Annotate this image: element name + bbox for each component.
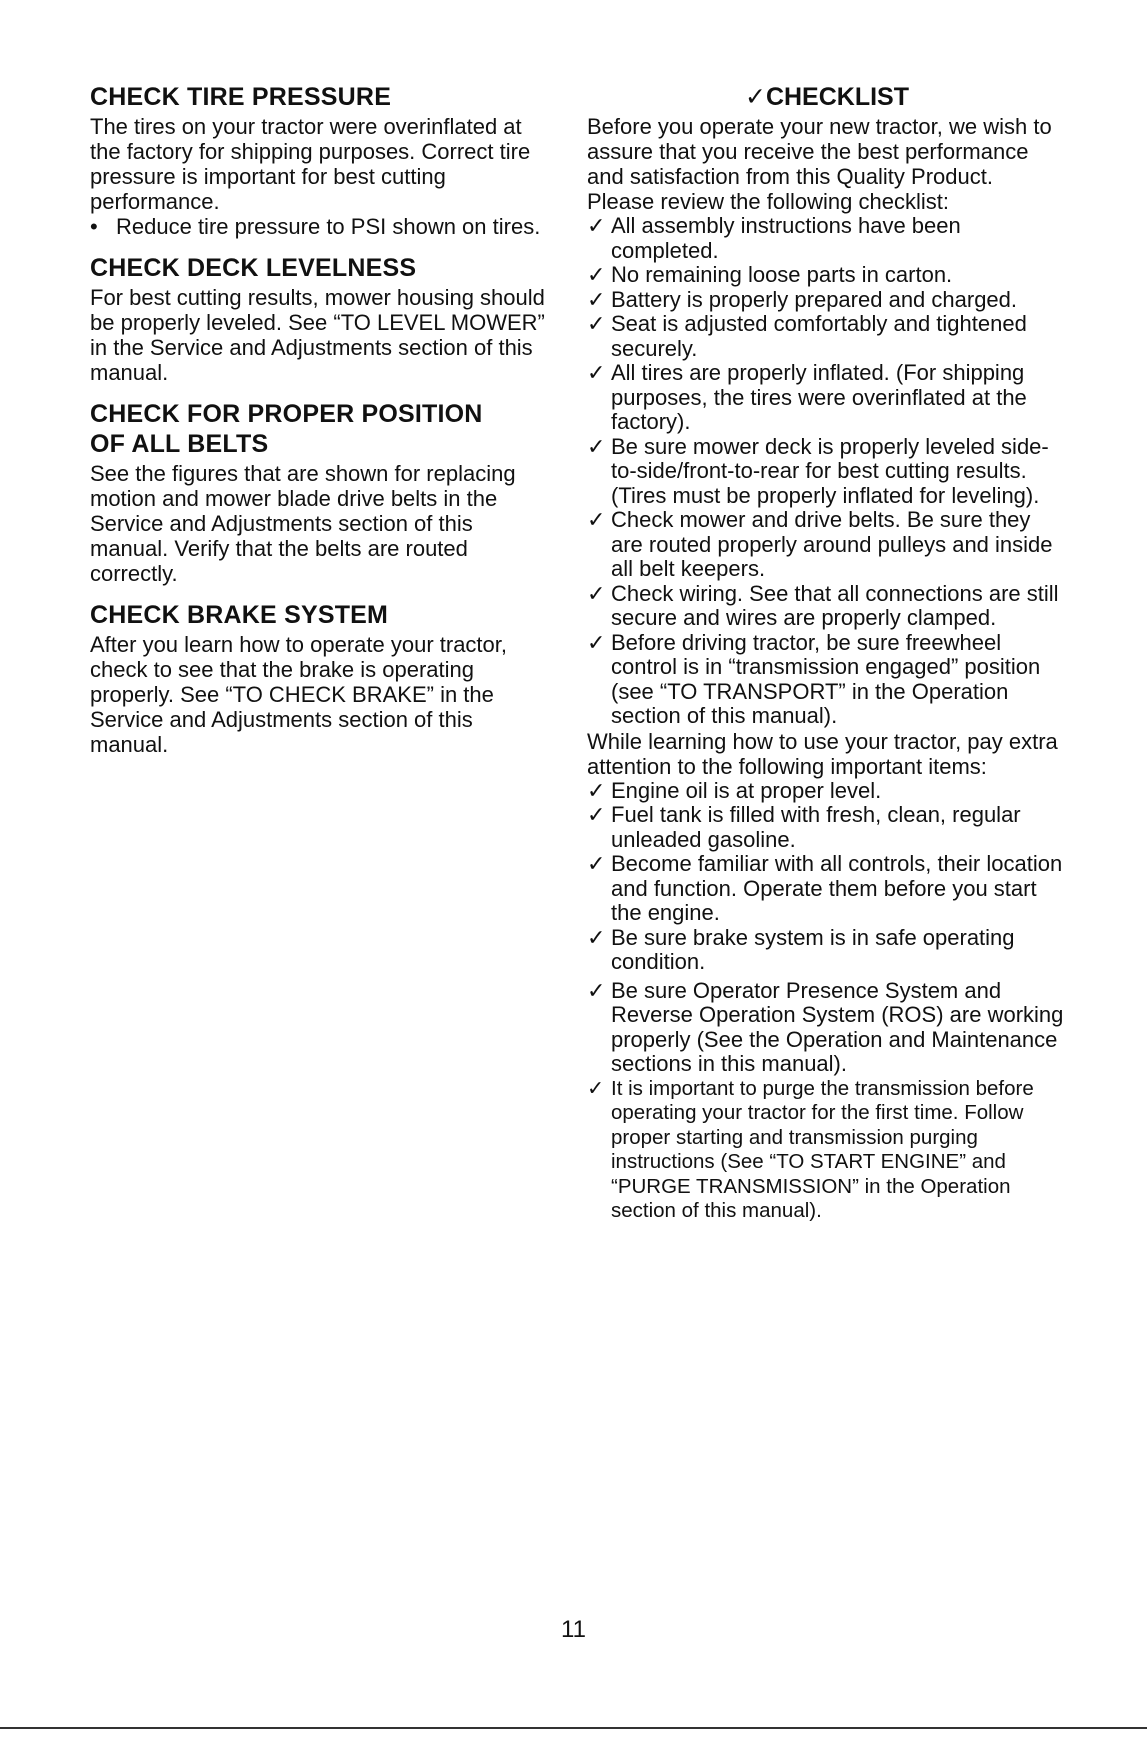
brake-system-body: After you learn how to operate your tractor, check to see that the brake is operating properly. See “TO CHECK BRAKE” in the Service and Adjustments section of this manual. bbox=[90, 632, 508, 757]
left-column bbox=[90, 82, 552, 771]
important-item-text: Become familiar with all controls, their location and function. Operate them before you start the engine. bbox=[611, 851, 1063, 925]
important-item bbox=[587, 803, 1067, 852]
belts-heading-line2: OF ALL BELTS bbox=[90, 430, 269, 458]
checkmark-icon: ✓ bbox=[587, 311, 606, 336]
checkmark-icon: ✓ bbox=[587, 851, 606, 876]
deck-levelness-body: For best cutting results, mower housing should be properly leveled. See “TO LEVEL MOWER” in the Service and Adjustments section of this manual. bbox=[90, 285, 545, 385]
page-number: 11 bbox=[561, 1616, 586, 1643]
important-item-text: Be sure Operator Presence System and Reverse Operation System (ROS) are working properly (See the Operation and Maintenance sections in this manual). bbox=[611, 977, 1064, 1076]
checkmark-icon: ✓ bbox=[587, 286, 606, 312]
checklist-item-text: All tires are properly inflated. (For shipping purposes, the tires were overinflated at the factory). bbox=[611, 360, 1027, 434]
right-column bbox=[587, 82, 1067, 1224]
checklist-item-text: Before driving tractor, be sure freewheel control is in “transmission engaged” position (see “TO TRANSPORT” in the Operation section of this manual). bbox=[611, 629, 1041, 728]
checkmark-icon: ✓ bbox=[587, 262, 606, 287]
while-learning-text: While learning how to use your tractor, pay extra attention to the following important items: bbox=[587, 728, 1058, 779]
section-deck-levelness bbox=[90, 253, 552, 385]
checklist-item bbox=[587, 435, 1067, 509]
important-item-text: It is important to purge the transmission before operating your tractor for the first time. Follow proper starting and transmission purging instructions (See “TO START ENGINE” and “PURGE TRANSMISSION” in the Operation section of this manual). bbox=[611, 1076, 1034, 1222]
bullet-mark: • bbox=[90, 214, 98, 239]
checkmark-icon: ✓ bbox=[587, 1076, 605, 1100]
important-items bbox=[587, 779, 1067, 1224]
checkmark-icon: ✓ bbox=[587, 507, 606, 532]
belts-heading-line1: CHECK FOR PROPER POSITION bbox=[90, 400, 483, 428]
checklist-item bbox=[587, 288, 1067, 313]
important-item bbox=[587, 926, 1067, 975]
checkmark-icon: ✓ bbox=[587, 360, 606, 385]
important-item bbox=[587, 1077, 1067, 1224]
checklist-item-text: All assembly instructions have been completed. bbox=[611, 213, 961, 263]
tire-pressure-heading: CHECK TIRE PRESSURE bbox=[90, 83, 392, 111]
important-item-text: Engine oil is at proper level. bbox=[611, 777, 882, 803]
important-item-text: Be sure brake system is in safe operating condition. bbox=[611, 924, 1015, 974]
checklist-item bbox=[587, 582, 1067, 631]
checkmark-icon: ✓ bbox=[744, 83, 766, 111]
important-item bbox=[587, 852, 1067, 926]
section-brake-system bbox=[90, 600, 552, 757]
checklist-item-text: Battery is properly prepared and charged. bbox=[611, 286, 1018, 312]
important-item-text: Fuel tank is filled with fresh, clean, regular unleaded gasoline. bbox=[611, 802, 1021, 852]
checkmark-icon: ✓ bbox=[587, 629, 606, 655]
bottom-divider bbox=[0, 1727, 1147, 1729]
brake-system-heading: CHECK BRAKE SYSTEM bbox=[90, 601, 389, 629]
checklist-item-text: Check wiring. See that all connections are still secure and wires are properly clamped. bbox=[611, 580, 1059, 630]
checkmark-icon: ✓ bbox=[587, 433, 606, 459]
checklist-item bbox=[587, 214, 1067, 263]
checklist-item bbox=[587, 631, 1067, 729]
checklist-title bbox=[587, 82, 1067, 112]
checklist-review-prompt: Please review the following checklist: bbox=[587, 189, 949, 214]
checklist-title-text: CHECKLIST bbox=[765, 83, 909, 111]
checklist-item bbox=[587, 263, 1067, 288]
important-item bbox=[587, 779, 1067, 804]
checklist-item-text: No remaining loose parts in carton. bbox=[611, 262, 953, 287]
belts-body: See the figures that are shown for replacing motion and mower blade drive belts in the Service and Adjustments section of this manual. Verify that the belts are routed correctly. bbox=[90, 461, 516, 586]
checkmark-icon: ✓ bbox=[587, 213, 606, 238]
checklist-item bbox=[587, 312, 1067, 361]
checklist-item-text: Seat is adjusted comfortably and tightened securely. bbox=[611, 311, 1027, 361]
checklist-item bbox=[587, 508, 1067, 582]
checklist-items bbox=[587, 214, 1067, 729]
bullet-text: Reduce tire pressure to PSI shown on tires. bbox=[116, 214, 541, 239]
section-belts bbox=[90, 399, 552, 586]
deck-levelness-heading: CHECK DECK LEVELNESS bbox=[90, 254, 417, 282]
checkmark-icon: ✓ bbox=[587, 924, 606, 950]
checkmark-icon: ✓ bbox=[587, 777, 606, 803]
checklist-item-text: Be sure mower deck is properly leveled side-to-side/front-to-rear for best cutting results. (Tires must be properly inflated for leveling). bbox=[611, 433, 1049, 508]
checkmark-icon: ✓ bbox=[587, 977, 606, 1003]
belts-heading bbox=[90, 399, 552, 459]
tire-pressure-body: The tires on your tractor were overinflated at the factory for shipping purposes. Correct tire pressure is important for best cutting performance. bbox=[90, 114, 531, 214]
important-item bbox=[587, 979, 1067, 1077]
section-tire-pressure bbox=[90, 82, 552, 239]
checkmark-icon: ✓ bbox=[587, 802, 606, 827]
checklist-intro: Before you operate your new tractor, we wish to assure that you receive the best performance and satisfaction from this Quality Product. bbox=[587, 114, 1052, 189]
checkmark-icon: ✓ bbox=[587, 580, 606, 606]
tire-pressure-bullet bbox=[90, 214, 552, 239]
checklist-item bbox=[587, 361, 1067, 435]
checklist-item-text: Check mower and drive belts. Be sure they are routed properly around pulleys and inside all belt keepers. bbox=[611, 507, 1053, 581]
